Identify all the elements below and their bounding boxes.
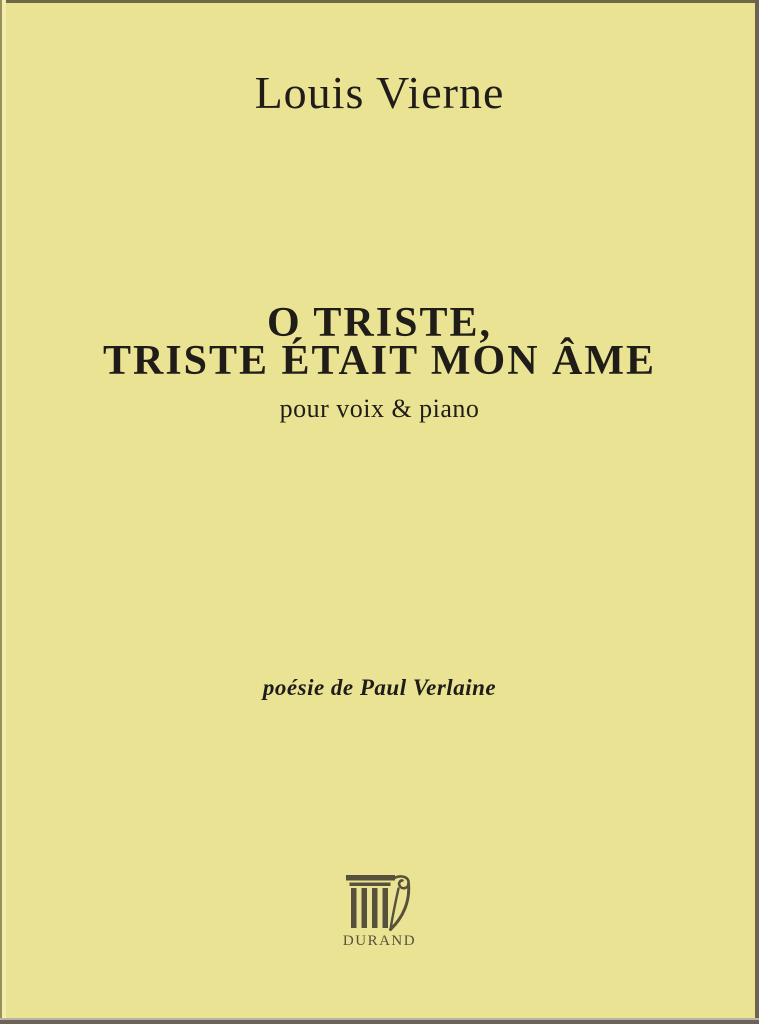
- durand-column-harp-logo-icon: [345, 875, 415, 932]
- publisher-block: [0, 875, 759, 950]
- scan-edge-right: [755, 0, 759, 1024]
- scan-edge-top: [0, 0, 759, 3]
- composer-name: Louis Vierne: [254, 67, 505, 118]
- scan-edge-bottom: [0, 1018, 759, 1024]
- work-title-line2: TRISTE ÉTAIT MON ÂME: [102, 338, 657, 384]
- work-title: [0, 300, 759, 384]
- publisher-name: DURAND: [342, 933, 417, 949]
- instrumentation-subtitle: pour voix & piano: [279, 394, 480, 423]
- poet-credit: poésie de Paul Verlaine: [262, 675, 497, 700]
- work-title-line1: O TRISTE,: [267, 300, 492, 346]
- scan-edge-left: [0, 0, 6, 1024]
